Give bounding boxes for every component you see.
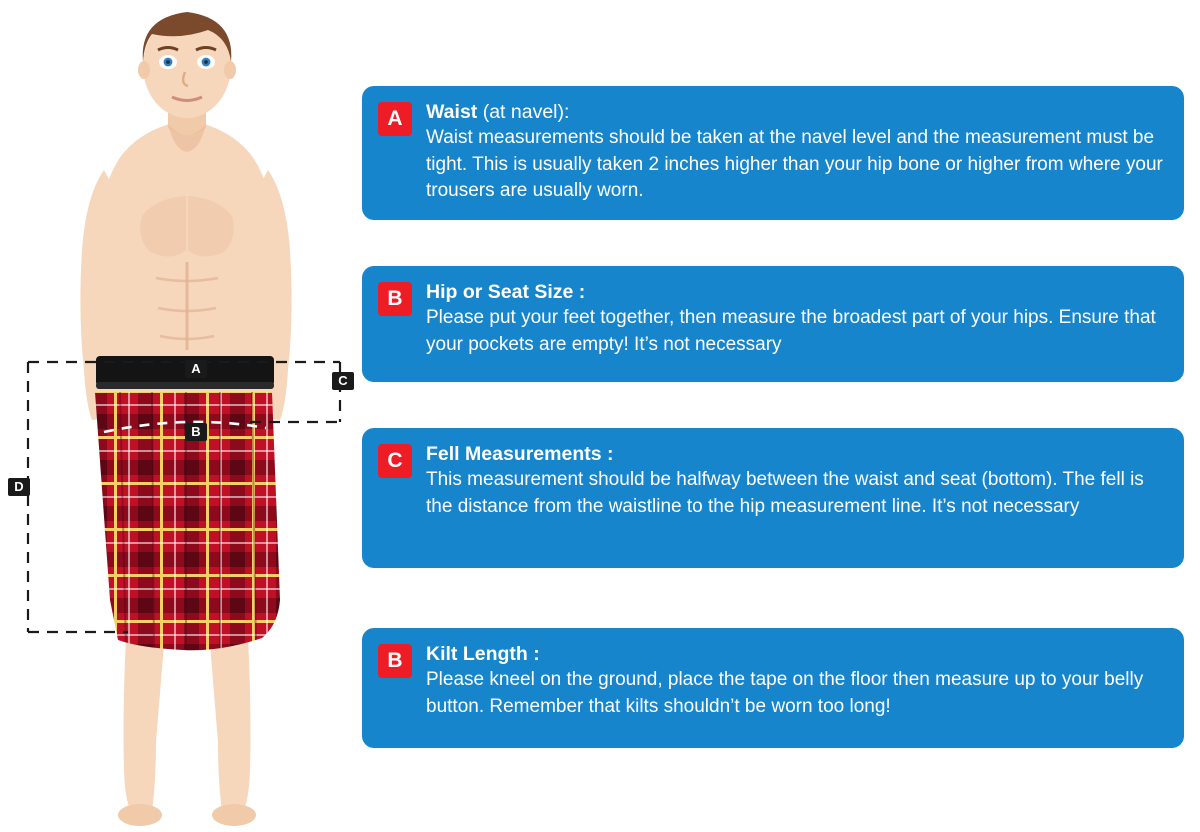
instruction-card-kilt-length [362,628,1184,748]
card-text-hip: Please put your feet together, then measure the broadest part of your hips. Ensure that your pockets are empty! It’s not necessary [426,307,1156,355]
card-title-hip: Hip or Seat Size : [426,281,586,303]
figure-illustration-panel [0,0,360,832]
instruction-card-fell [362,428,1184,568]
card-title-text-waist: Waist [426,101,483,123]
badge-a: A [378,102,412,136]
card-body-hip [426,280,1166,358]
card-body-kilt-length [426,642,1166,720]
instruction-card-waist [362,86,1184,220]
marker-d-kilt-length: D [8,478,30,496]
instruction-card-hip [362,266,1184,382]
man-wearing-kilt-illustration [0,0,360,832]
card-title-waist [426,100,1166,124]
card-title-kilt-length: Kilt Length : [426,643,540,665]
kilt [95,356,280,650]
card-body-waist [426,100,1166,204]
badge-b-hip: B [378,282,412,316]
card-title-suffix-waist: (at navel): [482,101,570,123]
card-title-fell: Fell Measurements : [426,443,614,465]
card-text-kilt-length: Please kneel on the ground, place the tape on the floor then measure up to your belly button. Remember that kilts shouldn’t be worn too long! [426,669,1144,717]
measurement-instruction-cards [362,0,1200,832]
card-text-waist: Waist measurements should be taken at the navel level and the measurement must be tight. This is usually taken 2 inches higher than your hip bone or higher from where your trousers are usually worn. [426,127,1163,201]
badge-c-fell: C [378,444,412,478]
marker-a-waist: A [185,360,207,378]
card-text-fell: This measurement should be halfway between the waist and seat (bottom). The fell is the distance from the waistline to the hip measurement line. It’s not necessary [426,469,1144,517]
badge-b-kilt-length: B [378,644,412,678]
marker-c-fell: C [332,372,354,390]
card-body-fell [426,442,1166,520]
head [138,12,236,118]
marker-b-hip: B [185,423,207,441]
